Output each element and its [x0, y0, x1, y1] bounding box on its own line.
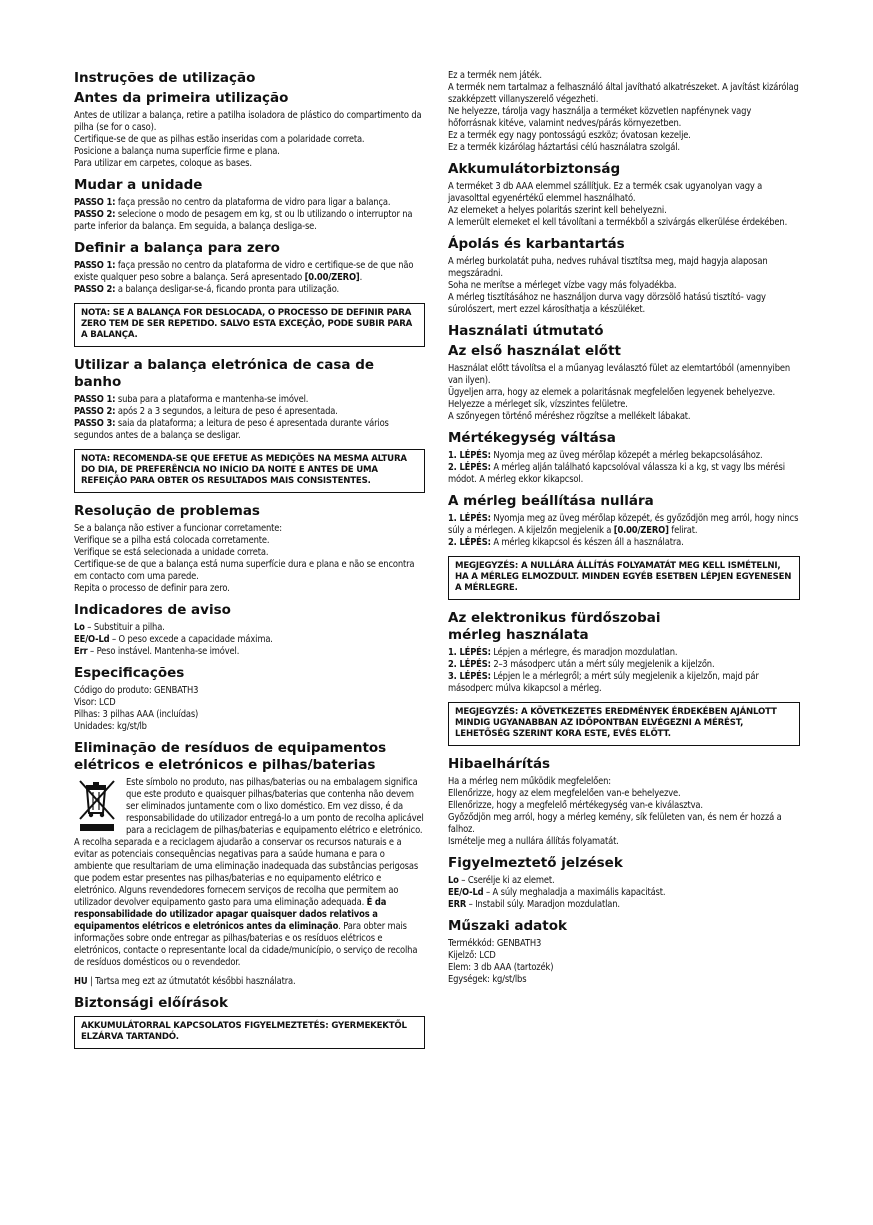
- column-portuguese: [74, 70, 425, 1059]
- pt-change-unit-heading: Mudar a unidade: [74, 177, 203, 193]
- pt-use-text: PASSO 1: suba para a plataforma e mantenha-se imóvel. PASSO 2: após 2 a 3 segundos, a leitura de peso é apresentada. PASSO 3: saia da plataforma; a leitura de peso é apresentada durante vários segundos antes de a balança se desligar.: [74, 394, 389, 441]
- pt-zero-text: PASSO 1: faça pressão no centro da plataforma de vidro e certifique-se de que não existe qualquer peso sobre a balança. Será apresentado [0.00/ZERO]. PASSO 2: a balança desligar-se-á, ficando pronta para utilização.: [74, 260, 414, 295]
- pt-change-unit-text: PASSO 1: faça pressão no centro da plataforma de vidro para ligar a balança. PASSO 2: selecione o modo de pesagem em kg, st ou lb utilizando o interruptor na parte inferior da balança. Em seguida, a balança desliga-se.: [74, 197, 413, 232]
- hu-use-text: 1. LÉPÉS: Lépjen a mérlegre, és maradjon mozdulatlan. 2. LÉPÉS: 2–3 másodperc után a mért súly megjelenik a kijelzőn. 3. LÉPÉS: Lépjen le a mérlegről; a mért súly megjelenik a kijelzőn, majd pár másodperc múlva kikapcsol a mérleg.: [448, 647, 759, 694]
- hu-safety-heading: Biztonsági előírások: [74, 995, 228, 1011]
- hu-specs-heading: Műszaki adatok: [448, 918, 567, 934]
- pt-use-note: NOTA: RECOMENDA-SE QUE EFETUE AS MEDIÇÕES NA MESMA ALTURA DO DIA, DE PREFERÊNCIA NO INÍCIO DA NOITE E ANTES DE UMA REFEIÇÃO PARA OBTER OS RESULTADOS MAIS CONSISTENTES.: [74, 449, 425, 493]
- hu-warnings-text: Lo – Cserélje ki az elemet. EE/O-Ld – A súly meghaladja a maximális kapacitást. ERR – Instabil súly. Maradjon mozdulatlan.: [448, 875, 666, 910]
- pt-warnings-text: Lo – Substituir a pilha. EE/O-Ld – O peso excede a capacidade máxima. Err – Peso instável. Mantenha-se imóvel.: [74, 622, 273, 657]
- hu-safety-note: AKKUMULÁTORRAL KAPCSOLATOS FIGYELMEZTETÉS: GYERMEKEKTŐL ELZÁRVA TARTANDÓ.: [74, 1016, 425, 1049]
- column-hungarian: [448, 70, 800, 993]
- pt-disposal-heading: Eliminação de resíduos de equipamentos elétricos e eletrónicos e pilhas/baterias: [74, 740, 387, 773]
- pt-disposal-text: Este símbolo no produto, nas pilhas/baterias ou na embalagem significa que este produto e quaisquer pilhas/baterias que contenha não devem ser eliminados juntamente com o lixo doméstico. Em vez disso, é da responsabilidade do utilizador entregá-lo a um ponto de recolha aplicável para a reciclagem de pilhas/baterias e equipamento elétrico e eletrónico. A recolha separada e a reciclagem ajudarão a conservar os recursos naturais e a evitar as potenciais consequências negativas para a saúde humana e para o ambiente que resultariam de uma eliminação inadequada das substâncias perigosas que podem estar presentes nas pilhas/baterias e no equipamento elétrico e eletrónico. Alguns revendedores fornecem serviços de recolha que permitem ao utilizador devolver equipamento gasto para uma eliminação adequada. É da responsabilidade do utilizador apagar quaisquer dados relativos a equipamentos elétricos e eletrónicos antes da eliminação. Para obter mais informações sobre onde entregar as pilhas/baterias e os resíduos elétricos e eletrónicos, contacte o representante local da cidade/município, o serviço de recolha de resíduos domésticos ou o revendedor.: [74, 777, 424, 968]
- hu-intro: HU | Tartsa meg ezt az útmutatót későbbi használatra.: [74, 976, 296, 987]
- pt-use-heading: Utilizar a balança eletrónica de casa de banho: [74, 357, 375, 390]
- pt-before-first-use-heading: Antes da primeira utilização: [74, 90, 289, 106]
- hu-instructions-title: Használati útmutató: [448, 323, 604, 339]
- hu-before-first-use-heading: Az első használat előtt: [448, 343, 621, 359]
- hu-troubleshooting-heading: Hibaelhárítás: [448, 756, 551, 772]
- hu-care-text: A mérleg burkolatát puha, nedves ruhával tisztítsa meg, majd hagyja alaposan megszáradni. Soha ne merítse a mérleget vízbe vagy más folyadékba. A mérleg tisztításához ne használjon durva vagy dörzsölő hatású tisztító- vagy súrolószert, mert ezzel károsíthatja a készüléket.: [448, 256, 768, 315]
- pt-zero-heading: Definir a balança para zero: [74, 240, 280, 256]
- pt-disposal-section: [74, 777, 425, 969]
- hu-specs-text: Termékkód: GENBATH3 Kijelző: LCD Elem: 3 db AAA (tartozék) Egységek: kg/st/lbs: [448, 938, 554, 985]
- pt-zero-note: NOTA: SE A BALANÇA FOR DESLOCADA, O PROCESSO DE DEFINIR PARA ZERO TEM DE SER REPETIDO. SALVO ESTA EXCEÇÃO, PODE SUBIR PARA A BALANÇA.: [74, 303, 425, 347]
- hu-use-note: MEGJEGYZÉS: A KÖVETKEZETES EREDMÉNYEK ÉRDEKÉBEN AJÁNLOTT MINDIG UGYANABBAN AZ IDŐPONTBAN ELVÉGEZNI A MÉRÉST, LEHETŐSÉG SZERINT KORA ESTE, EVÉS ELŐTT.: [448, 702, 800, 746]
- hu-change-unit-text: 1. LÉPÉS: Nyomja meg az üveg mérőlap közepét a mérleg bekapcsolásához. 2. LÉPÉS: A mérleg alján található kapcsolóval válassza ki a kg, st vagy lbs mérési módot. A mérleg ekkor kikapcsol.: [448, 450, 785, 485]
- hu-zero-text: 1. LÉPÉS: Nyomja meg az üveg mérőlap közepét, és győződjön meg arról, hogy nincs súly a mérlegen. A kijelzőn megjelenik a [0.00/ZERO] felirat. 2. LÉPÉS: A mérleg kikapcsol és készen áll a használatra.: [448, 513, 799, 548]
- hu-zero-note: MEGJEGYZÉS: A NULLÁRA ÁLLÍTÁS FOLYAMATÁT MEG KELL ISMÉTELNI, HA A MÉRLEG ELMOZDULT. MINDEN EGYÉB ESETBEN LÉPJEN EGYENESEN A MÉRLEGRE.: [448, 556, 800, 600]
- pt-warnings-heading: Indicadores de aviso: [74, 602, 231, 618]
- hu-care-heading: Ápolás és karbantartás: [448, 236, 625, 252]
- pt-troubleshooting-heading: Resolução de problemas: [74, 503, 260, 519]
- hu-warnings-heading: Figyelmeztető jelzések: [448, 855, 623, 871]
- hu-battery-text: A terméket 3 db AAA elemmel szállítjuk. Ez a termék csak ugyanolyan vagy a javasolttal egyenértékű elemmel használható. Az elemeket a helyes polaritás szerint kell behelyezni. A lemerült elemeket el kell távolítani a termékből a szivárgás elkerülése érdekében.: [448, 181, 788, 228]
- crossed-out-wheelie-bin-icon: [74, 777, 120, 833]
- hu-battery-heading: Akkumulátorbiztonság: [448, 161, 621, 177]
- hu-safety-text: Ez a termék nem játék. A termék nem tartalmaz a felhasználó által javítható alkatrészeket. A javítást kizárólag szakképzett villanyszerelő végezheti. Ne helyezze, tárolja vagy használja a terméket közvetlen napfénynek vagy hőforrásnak kitéve, valamint nedves/párás környezetben. Ez a termék egy nagy pontosságú eszköz; óvatosan kezelje. Ez a termék kizárólag háztartási célú használatra szolgál.: [448, 70, 799, 153]
- hu-before-first-use-text: Használat előtt távolítsa el a műanyag leválasztó fület az elemtartóból (amennyiben van ilyen). Ügyeljen arra, hogy az elemek a polaritásnak megfelelően legyenek behelyezve. Helyezze a mérleget sík, vízszintes felületre. A szőnyegen történő méréshez rögzítse a mellékelt lábakat.: [448, 363, 791, 422]
- pt-specs-text: Código do produto: GENBATH3 Visor: LCD Pilhas: 3 pilhas AAA (incluídas) Unidades: kg/st/lb: [74, 685, 199, 732]
- hu-use-heading: Az elektronikus fürdőszobai mérleg használata: [448, 610, 661, 643]
- pt-title: Instruções de utilização: [74, 70, 256, 86]
- pt-specs-heading: Especificações: [74, 665, 185, 681]
- hu-zero-heading: A mérleg beállítása nullára: [448, 493, 654, 509]
- hu-change-unit-heading: Mértékegység váltása: [448, 430, 616, 446]
- hu-troubleshooting-text: Ha a mérleg nem működik megfelelően: Ellenőrizze, hogy az elem megfelelően van-e behelyezve. Ellenőrizze, hogy a megfelelő mértékegység van-e kiválasztva. Győződjön meg arról, hogy a mérleg kemény, sík felületen van, és nem ér hozzá a falhoz. Ismételje meg a nullára állítás folyamatát.: [448, 776, 782, 847]
- pt-troubleshooting-text: Se a balança não estiver a funcionar corretamente: Verifique se a pilha está colocada corretamente. Verifique se está selecionada a unidade correta. Certifique-se de que a balança está numa superfície dura e plana e não se encontra em contacto com uma parede. Repita o processo de definir para zero.: [74, 523, 415, 594]
- pt-before-first-use-text: Antes de utilizar a balança, retire a patilha isoladora de plástico do compartimento da pilha (se for o caso). Certifique-se de que as pilhas estão inseridas com a polaridade correta. Posicione a balança numa superfície firme e plana. Para utilizar em carpetes, coloque as bases.: [74, 110, 422, 169]
